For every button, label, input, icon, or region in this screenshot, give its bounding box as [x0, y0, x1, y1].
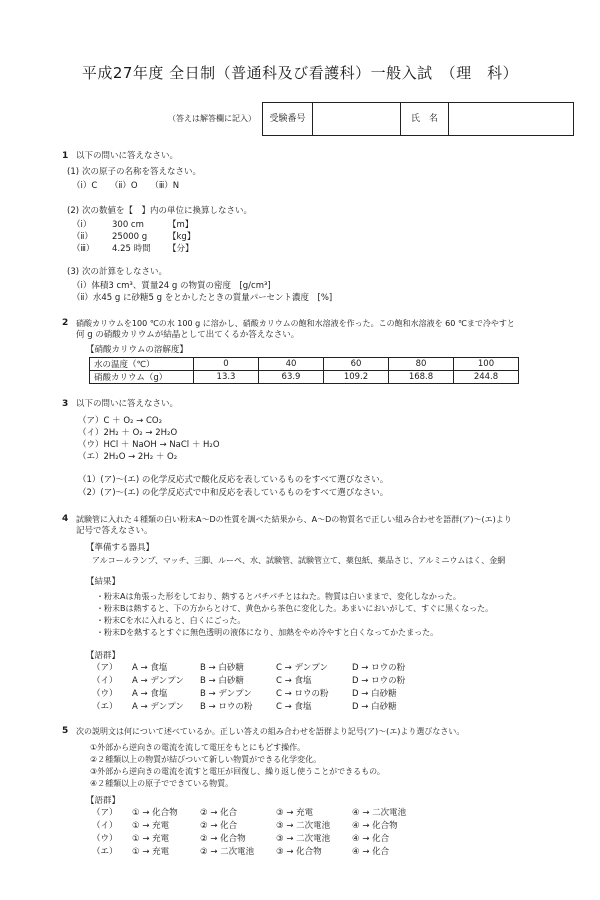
q1-2-item-id: （ⅰ）: [72, 220, 92, 230]
table-row: [90, 371, 519, 384]
choice-item: ④ → 二次電池: [352, 808, 407, 818]
choice-item: B → デンプン: [200, 689, 252, 699]
q1-2-item-value: 4.25 時間: [112, 244, 151, 254]
q1-3-item: （ⅱ）水45 g に砂糖5 g をとかしたときの質量パーセント濃度 [%]: [72, 293, 333, 303]
q3-question: （2）(ア)〜(エ) の化学反応式で中和反応を表しているものをすべて選びなさい。: [78, 488, 389, 498]
q1-2-item-id: （ⅲ）: [72, 244, 95, 254]
page-title: 平成27年度 全日制（普通科及び看護科）一般入試 （理 科）: [81, 64, 519, 82]
choice-item: C → デンプン: [276, 663, 328, 673]
q3-number: 3: [62, 399, 69, 409]
q2-line2: 何 g の硝酸カリウムが結晶として出てくるか答えなさい。: [76, 330, 300, 340]
choice-item: ② → 化合物: [200, 834, 246, 844]
q1-2-item-unit: 【m】: [168, 220, 194, 230]
exam-number-label: 受験番号: [263, 103, 313, 135]
choice-item: D → 白砂糖: [352, 689, 397, 699]
q3-question: （1）(ア)〜(エ) の化学反応式で酸化反応を表しているものをすべて選びなさい。: [78, 475, 389, 485]
q1-2-text: 次の数値を【 】内の単位に換算しなさい。: [82, 206, 253, 216]
q1-1-text: 次の原子の名称を答えなさい。: [82, 167, 202, 177]
choice-item: C → 食塩: [276, 702, 312, 712]
table-row-label: 硝酸カリウム（g）: [90, 371, 194, 384]
q4-result: ・粉末Bは熱すると、下の方からとけて、黄色から茶色に変化した。あまいにおいがして、すぐに黒くなった。: [96, 604, 494, 613]
table-cell: 244.8: [454, 371, 519, 384]
choice-item: ③ → 二次電池: [276, 821, 331, 831]
q1-1-items: （ⅰ）C （ⅱ）O （ⅲ）N: [72, 181, 180, 191]
q5-prompt: 次の説明文は何について述べているか。正しい答えの組み合わせを語群より記号(ア)〜(エ)より選びなさい。: [76, 727, 465, 736]
q1-3-label: (3): [67, 267, 80, 277]
choice-item: ① → 化合物: [132, 808, 178, 818]
q2-number: 2: [62, 318, 69, 328]
choice-label: （ア）: [92, 808, 118, 818]
table-cell: 109.2: [324, 371, 389, 384]
choice-item: A → デンプン: [132, 676, 184, 686]
choice-label: （エ）: [92, 847, 118, 857]
table-cell: 60: [324, 358, 389, 371]
choice-item: ④ → 化合: [352, 847, 390, 857]
q1-2-item-value: 300 cm: [112, 220, 144, 230]
choice-item: B → ロウの粉: [200, 702, 253, 712]
choice-item: ④ → 化合物: [352, 821, 398, 831]
table-row-label: 水の温度（℃）: [90, 358, 194, 371]
choice-item: ② → 化合: [200, 808, 238, 818]
choice-item: ④ → 化合: [352, 834, 390, 844]
choice-item: ① → 充電: [132, 821, 170, 831]
q2-table-caption: 【硝酸カリウムの溶解度】: [86, 345, 188, 355]
table-cell: 63.9: [259, 371, 324, 384]
exam-number-field[interactable]: [313, 103, 401, 135]
choice-item: B → 白砂糖: [200, 676, 244, 686]
choice-item: A → 食塩: [132, 689, 168, 699]
choice-label: （ウ）: [92, 689, 118, 699]
q1-2-item-unit: 【分】: [168, 244, 194, 254]
choice-item: ② → 化合: [200, 821, 238, 831]
table-cell: 100: [454, 358, 519, 371]
q4-line1: 試験管に入れた４種類の白い粉末A〜Dの性質を調べた結果から、A〜Dの物質名で正しい組み合わせを語群(ア)〜(エ)より: [76, 515, 512, 524]
table-cell: 40: [259, 358, 324, 371]
q5-statement: ②２種類以上の物質が結びついて新しい物質ができる化学変化。: [90, 755, 322, 764]
choice-item: D → ロウの粉: [352, 663, 406, 673]
choice-item: C → ロウの粉: [276, 689, 329, 699]
q4-result: ・粉末Dを熱するとすぐに無色透明の液体になり、加熱をやめ冷やすと白くなってかたまった。: [96, 628, 439, 637]
choice-label: （イ）: [92, 676, 118, 686]
table-cell: 80: [389, 358, 454, 371]
q4-equip-caption: 【準備する器具】: [86, 543, 155, 553]
q4-result: ・粉末Aは角張った形をしており、熱するとパチパチとはねた。物質は白いままで、変化しなかった。: [96, 592, 461, 601]
q5-statement: ①外部から逆向きの電流を流して電圧をもとにもどす操作。: [90, 743, 306, 752]
table-cell: 0: [194, 358, 259, 371]
choice-item: ③ → 二次電池: [276, 834, 331, 844]
q4-equipment: アルコールランプ、マッチ、三脚、ルーペ、水、試験管、試験管立て、薬包紙、薬品さじ、アルミニウムはく、金網: [92, 556, 506, 565]
name-field[interactable]: [449, 103, 573, 135]
q1-2-item-id: （ⅱ）: [72, 232, 93, 242]
table-cell: 13.3: [194, 371, 259, 384]
q2-line1: 硝酸カリウムを100 ℃の水 100 g に溶かし、硝酸カリウムの飽和水溶液を作った。この飽和水溶液を 60 ℃まで冷やすと: [76, 319, 515, 328]
q4-result-caption: 【結果】: [86, 577, 121, 587]
choice-item: C → 食塩: [276, 676, 312, 686]
q4-result: ・粉末Cを水に入れると、白くにごった。: [96, 616, 246, 625]
choice-item: ① → 充電: [132, 834, 170, 844]
q3-equation: （ウ）HCl ＋ NaOH → NaCl ＋ H₂O: [78, 440, 220, 450]
q1-number: 1: [62, 151, 69, 161]
choice-item: ① → 充電: [132, 847, 170, 857]
choice-item: ② → 二次電池: [200, 847, 255, 857]
answer-note: （答えは解答欄に記入）: [168, 114, 256, 123]
choice-item: D → 白砂糖: [352, 702, 397, 712]
name-label: 氏 名: [401, 103, 449, 135]
choice-item: ③ → 化合物: [276, 847, 322, 857]
choice-item: A → 食塩: [132, 663, 168, 673]
choice-item: A → デンプン: [132, 702, 184, 712]
q1-2-item-value: 25000 g: [112, 232, 148, 242]
q1-3-text: 次の計算をしなさい。: [82, 267, 168, 277]
q5-number: 5: [62, 726, 69, 736]
choice-label: （イ）: [92, 821, 118, 831]
q3-equation: （ア）C ＋ O₂ → CO₂: [78, 416, 162, 426]
q1-prompt: 以下の問いに答えなさい。: [76, 151, 179, 161]
exam-info-box: [262, 102, 574, 136]
q5-statement: ④２種類以上の原子でできている物質。: [90, 779, 234, 788]
table-row: [90, 358, 519, 371]
q3-equation: （イ）2H₂ ＋ O₂ → 2H₂O: [78, 428, 178, 438]
q4-line2: 記号で答えなさい。: [76, 526, 153, 536]
q4-choices-caption: 【語群】: [86, 651, 121, 661]
choice-label: （エ）: [92, 702, 118, 712]
q3-equation: （エ）2H₂O → 2H₂ ＋ O₂: [78, 452, 178, 462]
q1-3-item: （ⅰ）体積3 cm³、質量24 g の物質の密度 [g/cm³]: [72, 281, 271, 291]
q1-1-label: (1): [67, 167, 80, 177]
table-cell: 168.8: [389, 371, 454, 384]
q5-choices-caption: 【語群】: [86, 796, 121, 806]
choice-item: D → ロウの粉: [352, 676, 406, 686]
solubility-table: [89, 357, 519, 384]
q5-statement: ③外部から逆向きの電流を流すと電圧が回復し、繰り返し使うことができるもの。: [90, 767, 385, 776]
q3-prompt: 以下の問いに答えなさい。: [76, 399, 179, 409]
choice-label: （ア）: [92, 663, 118, 673]
choice-item: B → 白砂糖: [200, 663, 244, 673]
choice-label: （ウ）: [92, 834, 118, 844]
choice-item: ③ → 充電: [276, 808, 314, 818]
q1-2-label: (2): [67, 206, 80, 216]
q1-2-item-unit: 【kg】: [168, 232, 196, 242]
q4-number: 4: [62, 514, 69, 524]
